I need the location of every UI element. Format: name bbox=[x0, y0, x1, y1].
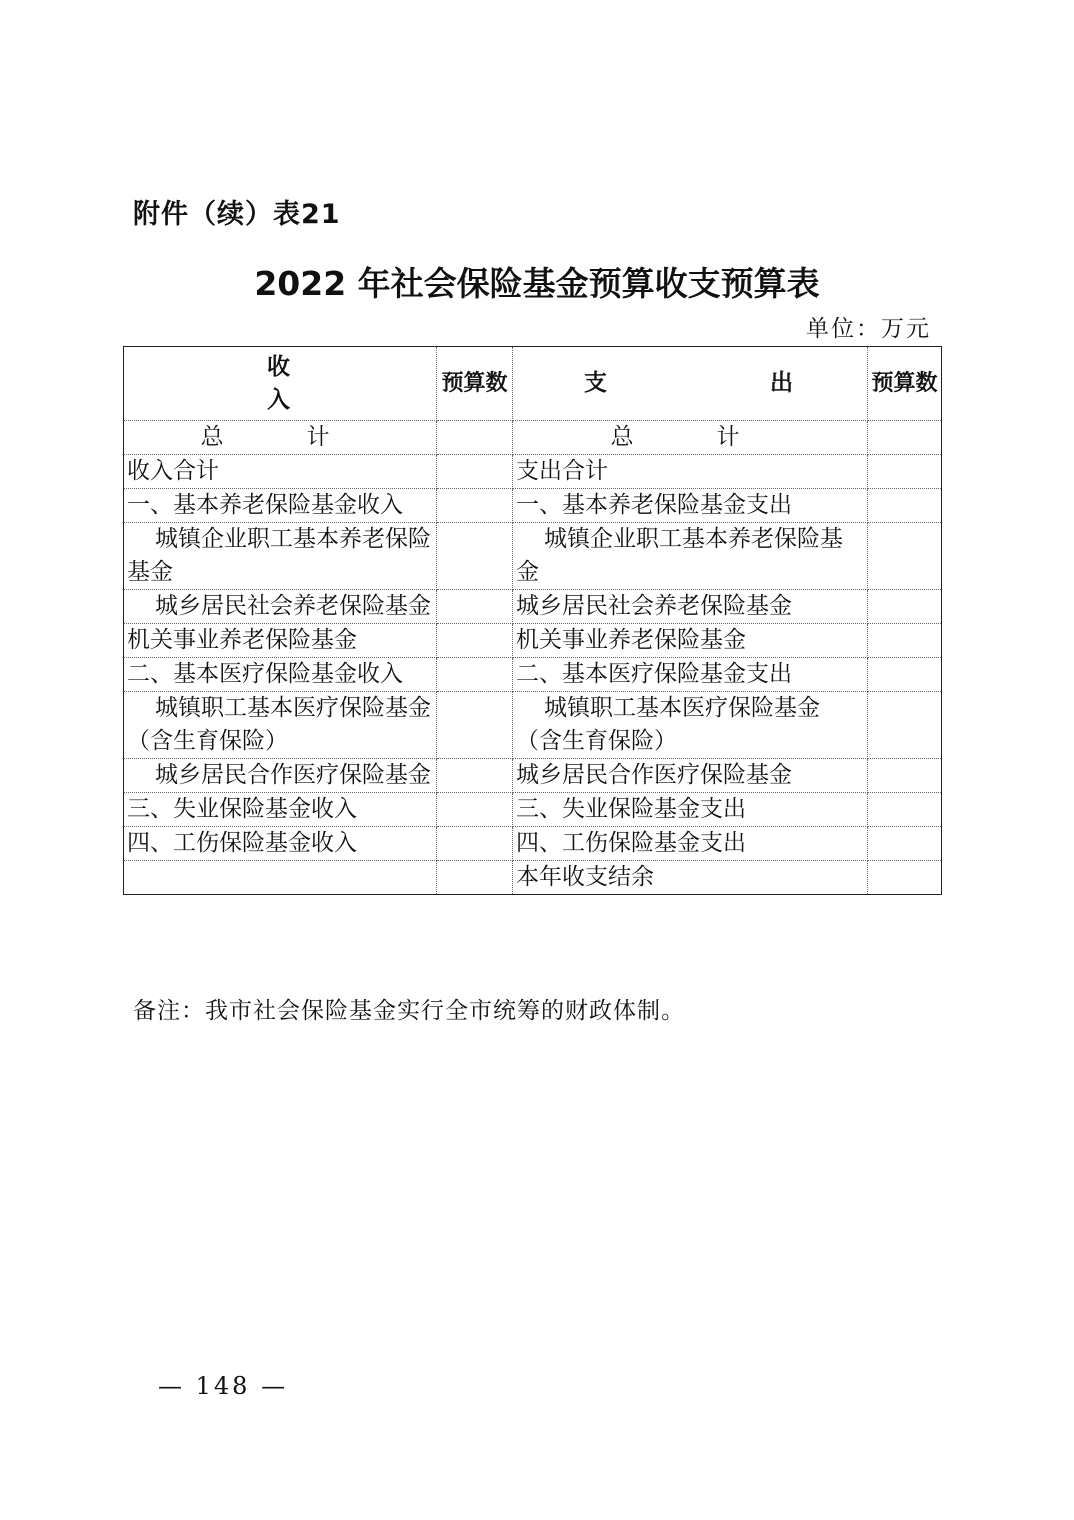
expense-amount bbox=[868, 658, 942, 692]
income-amount bbox=[437, 523, 513, 590]
expense-label: 二、基本医疗保险基金支出 bbox=[513, 658, 868, 692]
expense-amount bbox=[868, 421, 942, 455]
income-label: 收入合计 bbox=[124, 455, 437, 489]
table-row bbox=[124, 793, 942, 827]
income-amount bbox=[437, 692, 513, 759]
header-income: 收 入 bbox=[124, 347, 437, 421]
income-amount bbox=[437, 590, 513, 624]
header-expense: 支 出 bbox=[513, 347, 868, 421]
expense-label: 一、基本养老保险基金支出 bbox=[513, 489, 868, 523]
table-row bbox=[124, 759, 942, 793]
expense-amount bbox=[868, 624, 942, 658]
page-number: — 148 — bbox=[158, 1372, 289, 1400]
expense-label: 机关事业养老保险基金 bbox=[513, 624, 868, 658]
table-row bbox=[124, 523, 942, 590]
income-amount bbox=[437, 793, 513, 827]
income-amount bbox=[437, 455, 513, 489]
income-label-cell bbox=[124, 692, 437, 759]
income-label: 城乡居民社会养老保险基金 bbox=[124, 590, 437, 624]
income-label bbox=[124, 861, 437, 895]
header-income-amount: 预算数 bbox=[437, 347, 513, 421]
income-label: 城镇企业职工基本养老保险基金 bbox=[124, 523, 437, 590]
income-label: 城镇职工基本医疗保险基金 bbox=[155, 695, 431, 721]
budget-table bbox=[123, 346, 942, 895]
unit-label: 单位：万元 bbox=[806, 316, 931, 342]
income-label: 城乡居民合作医疗保险基金 bbox=[124, 759, 437, 793]
table-row bbox=[124, 590, 942, 624]
expense-label: 支出合计 bbox=[513, 455, 868, 489]
expense-amount bbox=[868, 861, 942, 895]
expense-label: 城乡居民社会养老保险基金 bbox=[513, 590, 868, 624]
table-row bbox=[124, 692, 942, 759]
income-label-note: （含生育保险） bbox=[127, 728, 288, 754]
income-amount bbox=[437, 624, 513, 658]
expense-label: 三、失业保险基金支出 bbox=[513, 793, 868, 827]
table-row bbox=[124, 455, 942, 489]
expense-amount bbox=[868, 692, 942, 759]
income-amount bbox=[437, 489, 513, 523]
table-header-row bbox=[124, 347, 942, 421]
expense-label: 本年收支结余 bbox=[513, 861, 868, 895]
expense-label-cell bbox=[513, 692, 868, 759]
income-amount bbox=[437, 421, 513, 455]
expense-label: 城镇企业职工基本养老保险基金 bbox=[513, 523, 868, 590]
expense-amount bbox=[868, 489, 942, 523]
table-row bbox=[124, 421, 942, 455]
table-row bbox=[124, 489, 942, 523]
expense-amount bbox=[868, 523, 942, 590]
table-row bbox=[124, 624, 942, 658]
attachment-label: 附件（续）表21 bbox=[133, 199, 341, 230]
table-row bbox=[124, 861, 942, 895]
income-amount bbox=[437, 861, 513, 895]
income-label: 总 计 bbox=[124, 421, 437, 455]
expense-label: 四、工伤保险基金支出 bbox=[513, 827, 868, 861]
income-amount bbox=[437, 827, 513, 861]
income-amount bbox=[437, 759, 513, 793]
expense-amount bbox=[868, 793, 942, 827]
table-row bbox=[124, 658, 942, 692]
footnote: 备注：我市社会保险基金实行全市统筹的财政体制。 bbox=[133, 998, 685, 1024]
table-row bbox=[124, 827, 942, 861]
expense-amount bbox=[868, 759, 942, 793]
expense-amount bbox=[868, 827, 942, 861]
expense-label: 城乡居民合作医疗保险基金 bbox=[513, 759, 868, 793]
header-expense-amount: 预算数 bbox=[868, 347, 942, 421]
expense-amount bbox=[868, 455, 942, 489]
income-label: 四、工伤保险基金收入 bbox=[124, 827, 437, 861]
expense-amount bbox=[868, 590, 942, 624]
expense-label: 总 计 bbox=[513, 421, 868, 455]
expense-label-note: （含生育保险） bbox=[516, 728, 677, 754]
income-label: 二、基本医疗保险基金收入 bbox=[124, 658, 437, 692]
page-title: 2022 年社会保险基金预算收支预算表 bbox=[254, 264, 820, 303]
income-amount bbox=[437, 658, 513, 692]
income-label: 机关事业养老保险基金 bbox=[124, 624, 437, 658]
income-label: 一、基本养老保险基金收入 bbox=[124, 489, 437, 523]
expense-label: 城镇职工基本医疗保险基金 bbox=[544, 695, 820, 721]
income-label: 三、失业保险基金收入 bbox=[124, 793, 437, 827]
